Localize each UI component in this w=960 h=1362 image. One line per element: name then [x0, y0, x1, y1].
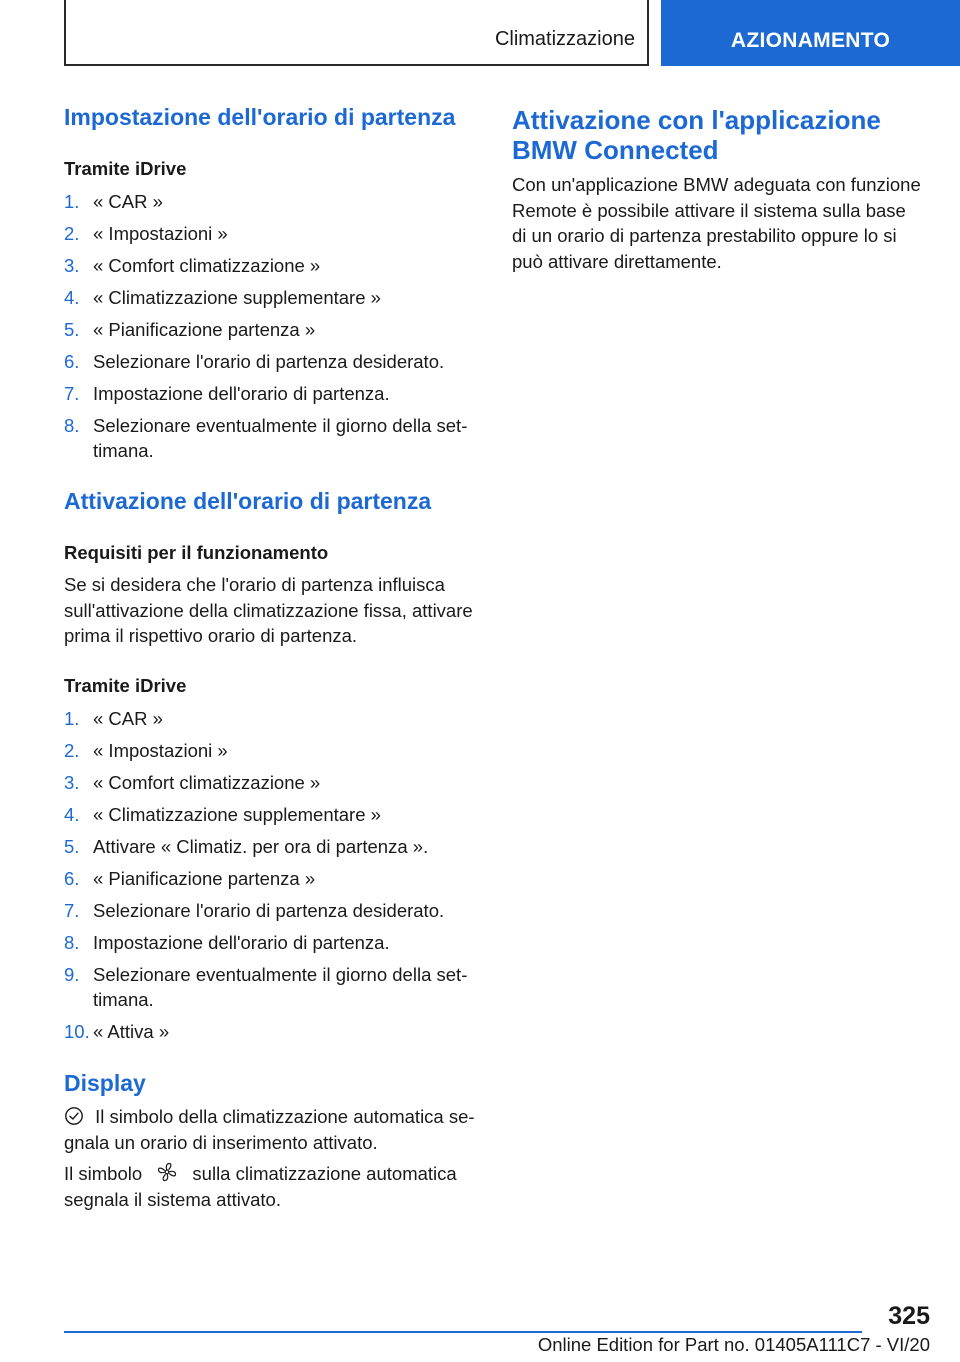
page-number: 325 — [888, 1302, 930, 1330]
step-number: 1. — [64, 191, 80, 212]
step-item — [64, 706, 480, 731]
heading-departure-time-setting: Impostazione dell'orario di partenza — [64, 104, 456, 130]
heading-bmw-connected: Attivazione con l'applicazione BMW Connected — [512, 105, 881, 165]
step-item — [64, 802, 480, 827]
step-number: 8. — [64, 415, 80, 436]
subheading-idrive-2: Tramite iDrive — [64, 675, 187, 696]
step-item — [64, 189, 480, 214]
step-number: 3. — [64, 772, 80, 793]
step-item — [64, 285, 480, 310]
step-text: « CAR » — [93, 191, 163, 212]
step-text: « CAR » — [93, 708, 163, 729]
display-text-2 — [64, 1161, 480, 1212]
display-text-2-after: sulla climatizzazione automatica segnala il sistema attivato. — [64, 1163, 457, 1210]
footer-rule — [64, 1331, 862, 1333]
step-list-2 — [64, 706, 480, 1051]
footer-edition: Online Edition for Part no. 01405A111C7 - VI/20 — [537, 1334, 930, 1355]
step-number: 5. — [64, 836, 80, 857]
step-item — [64, 221, 480, 246]
step-text: « Attiva » — [93, 1021, 170, 1042]
step-text: « Impostazioni » — [93, 740, 228, 761]
step-item — [64, 738, 480, 763]
step-item — [64, 770, 480, 795]
step-item — [64, 962, 480, 1012]
display-text-1 — [64, 1104, 480, 1155]
step-text: Impostazione dell'orario di partenza. — [93, 383, 390, 404]
step-item — [64, 349, 480, 374]
step-list-1 — [64, 189, 480, 470]
step-text: « Pianificazione partenza » — [93, 319, 316, 340]
step-item — [64, 317, 480, 342]
header-chapter-title: AZIONAMENTO — [730, 29, 891, 52]
step-text: Selezionare l'orario di partenza desiderato. — [93, 351, 445, 372]
clock-check-icon — [64, 1106, 84, 1126]
requirements-text: Se si desidera che l'orario di partenza influisca sull'attivazione della climatizzazione fissa, attivare prima il rispettivo orario di partenza. — [64, 574, 473, 646]
step-item — [64, 834, 480, 859]
step-item — [64, 866, 480, 891]
step-item — [64, 381, 480, 406]
step-number: 7. — [64, 383, 80, 404]
header-section-title: Climatizzazione — [494, 28, 635, 50]
step-number: 10. — [64, 1021, 90, 1042]
step-item — [64, 898, 480, 923]
step-number: 7. — [64, 900, 80, 921]
step-number: 4. — [64, 804, 80, 825]
step-number: 2. — [64, 740, 80, 761]
step-number: 2. — [64, 223, 80, 244]
step-text: « Impostazioni » — [93, 223, 228, 244]
step-text: « Climatizzazione supplementare » — [93, 804, 381, 825]
heading-departure-time-activation: Attivazione dell'orario di partenza — [64, 488, 432, 514]
step-number: 4. — [64, 287, 80, 308]
step-text: « Pianificazione partenza » — [93, 868, 316, 889]
header-chapter-tab[interactable] — [661, 0, 960, 66]
step-number: 1. — [64, 708, 80, 729]
fan-icon — [155, 1161, 179, 1183]
step-text: Selezionare eventualmente il giorno della settimana. — [93, 964, 468, 1010]
step-item — [64, 1019, 480, 1044]
step-item — [64, 413, 480, 463]
bmw-connected-text: Con un'applicazione BMW adeguata con funzione Remote è possibile attivare il sistema sulla base di un orario di partenza prestabilito oppure lo si può attivare direttamente. — [512, 174, 921, 272]
step-text: Selezionare eventualmente il giorno della settimana. — [93, 415, 468, 461]
step-text: « Comfort climatizzazione » — [93, 772, 321, 793]
step-number: 8. — [64, 932, 80, 953]
step-number: 6. — [64, 351, 80, 372]
heading-display: Display — [64, 1070, 146, 1096]
step-item — [64, 253, 480, 278]
display-text-2-before: Il simbolo — [64, 1163, 143, 1184]
step-text: Attivare « Climatiz. per ora di partenza ». — [93, 836, 429, 857]
step-number: 3. — [64, 255, 80, 276]
step-text: « Comfort climatizzazione » — [93, 255, 321, 276]
step-text: « Climatizzazione supplementare » — [93, 287, 381, 308]
step-item — [64, 930, 480, 955]
subheading-requirements: Requisiti per il funzionamento — [64, 542, 329, 563]
header-section-box — [64, 0, 649, 66]
display-text-1-label: Il simbolo della climatizzazione automatica segnala un orario di inserimento attivato. — [64, 1106, 475, 1153]
step-number: 6. — [64, 868, 80, 889]
step-number: 5. — [64, 319, 80, 340]
subheading-idrive-1: Tramite iDrive — [64, 158, 187, 179]
step-number: 9. — [64, 964, 80, 985]
step-text: Impostazione dell'orario di partenza. — [93, 932, 390, 953]
step-text: Selezionare l'orario di partenza desiderato. — [93, 900, 445, 921]
